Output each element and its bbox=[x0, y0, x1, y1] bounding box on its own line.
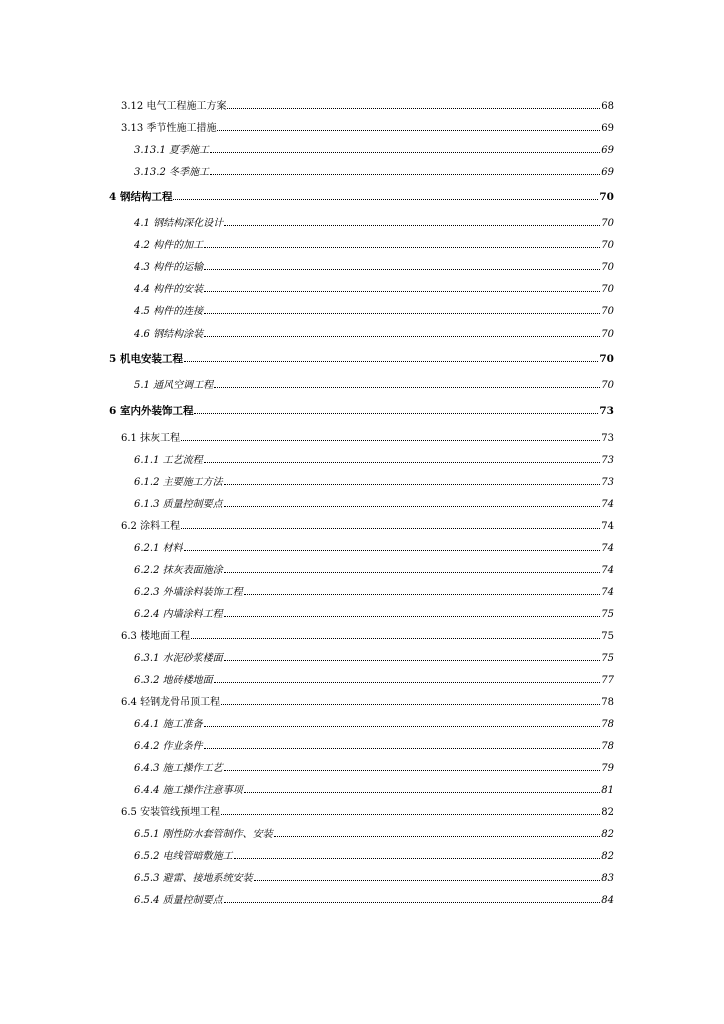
toc-leader-dots bbox=[254, 869, 601, 881]
toc-entry[interactable] bbox=[134, 258, 614, 274]
toc-leader-dots bbox=[244, 583, 601, 595]
toc-entry[interactable] bbox=[134, 302, 614, 318]
toc-entry-title: 6.5.1 刚性防水套管制作、安装 bbox=[134, 829, 273, 840]
toc-entry-title: 6.2.2 抹灰表面施涂 bbox=[134, 565, 223, 576]
toc-entry-title: 4.4 构件的安装 bbox=[134, 284, 204, 295]
toc-entry-page: 74 bbox=[601, 565, 614, 576]
toc-entry-page: 70 bbox=[601, 218, 614, 229]
toc-leader-dots bbox=[244, 781, 601, 793]
toc-entry[interactable] bbox=[134, 869, 614, 885]
toc-entry[interactable] bbox=[121, 119, 614, 135]
toc-chapter[interactable] bbox=[109, 350, 614, 366]
toc-leader-dots bbox=[204, 325, 600, 337]
toc-entry-title: 5 机电安装工程 bbox=[109, 353, 183, 365]
toc-entry-page: 81 bbox=[601, 785, 614, 796]
toc-entry-title: 6.5.4 质量控制要点 bbox=[134, 895, 223, 906]
toc-leader-dots bbox=[204, 258, 600, 270]
toc-entry[interactable] bbox=[121, 803, 614, 819]
toc-entry-title: 4.6 钢结构涂装 bbox=[134, 329, 204, 340]
toc-entry-page: 69 bbox=[601, 145, 614, 156]
toc-entry-title: 5.1 通风空调工程 bbox=[134, 380, 214, 391]
toc-entry[interactable] bbox=[134, 214, 614, 230]
toc-entry[interactable] bbox=[134, 891, 614, 907]
toc-entry[interactable] bbox=[134, 781, 614, 797]
toc-leader-dots bbox=[221, 803, 600, 815]
toc-entry[interactable] bbox=[134, 825, 614, 841]
toc-leader-dots bbox=[234, 847, 601, 859]
toc-entry[interactable] bbox=[134, 583, 614, 599]
toc-leader-dots bbox=[210, 141, 600, 153]
toc-entry[interactable] bbox=[121, 97, 614, 113]
toc-leader-dots bbox=[204, 280, 600, 292]
toc-entry-title: 6.5 安装管线预埋工程 bbox=[121, 807, 221, 818]
toc-leader-dots bbox=[204, 236, 600, 248]
toc-leader-dots bbox=[204, 302, 600, 314]
toc-leader-dots bbox=[217, 119, 600, 131]
toc-entry-page: 70 bbox=[601, 306, 614, 317]
toc-leader-dots bbox=[224, 561, 601, 573]
toc-entry[interactable] bbox=[134, 495, 614, 511]
toc-entry-title: 6 室内外装饰工程 bbox=[109, 405, 194, 417]
toc-leader-dots bbox=[224, 495, 601, 507]
toc-entry[interactable] bbox=[134, 236, 614, 252]
toc-entry-page: 70 bbox=[601, 240, 614, 251]
toc-entry-title: 6.4.3 施工操作工艺 bbox=[134, 763, 223, 774]
toc-entry[interactable] bbox=[134, 163, 614, 179]
toc-entry[interactable] bbox=[134, 325, 614, 341]
toc-entry[interactable] bbox=[134, 561, 614, 577]
toc-entry[interactable] bbox=[134, 715, 614, 731]
toc-leader-dots bbox=[274, 825, 601, 837]
toc-entry-title: 4.1 钢结构深化设计 bbox=[134, 218, 224, 229]
toc-entry[interactable] bbox=[121, 627, 614, 643]
toc-leader-dots bbox=[204, 715, 601, 727]
toc-entry-title: 6.2.1 材料 bbox=[134, 543, 183, 554]
toc-entry-title: 6.5.2 电线管暗敷施工 bbox=[134, 851, 233, 862]
toc-leader-dots bbox=[214, 671, 601, 683]
toc-leader-dots bbox=[173, 188, 598, 200]
toc-leader-dots bbox=[191, 627, 600, 639]
toc-entry-title: 3.13.1 夏季施工 bbox=[134, 145, 209, 156]
toc-entry-title: 4 钢结构工程 bbox=[109, 191, 173, 203]
toc-leader-dots bbox=[181, 429, 600, 441]
toc-leader-dots bbox=[210, 163, 600, 175]
toc-entry-page: 74 bbox=[601, 499, 614, 510]
toc-entry-title: 6.5.3 避雷、接地系统安装 bbox=[134, 873, 253, 884]
toc-entry[interactable] bbox=[134, 451, 614, 467]
toc-entry[interactable] bbox=[134, 473, 614, 489]
toc-entry[interactable] bbox=[121, 693, 614, 709]
toc-entry-page: 74 bbox=[601, 543, 614, 554]
toc-entry-title: 6.3.1 水泥砂浆楼面 bbox=[134, 653, 223, 664]
toc-entry-page: 82 bbox=[601, 807, 614, 818]
toc-entry-page: 77 bbox=[601, 675, 614, 686]
toc-entry[interactable] bbox=[134, 280, 614, 296]
toc-entry-title: 6.1.3 质量控制要点 bbox=[134, 499, 223, 510]
toc-leader-dots bbox=[181, 517, 600, 529]
toc-entry-page: 79 bbox=[601, 763, 614, 774]
toc-entry[interactable] bbox=[134, 376, 614, 392]
toc-entry-title: 3.13 季节性施工措施 bbox=[121, 123, 217, 134]
toc-entry-page: 82 bbox=[601, 851, 614, 862]
toc-leader-dots bbox=[204, 451, 601, 463]
toc-leader-dots bbox=[214, 376, 600, 388]
toc-leader-dots bbox=[194, 402, 598, 414]
toc-entry-title: 6.2.4 内墙涂料工程 bbox=[134, 609, 223, 620]
toc-entry-title: 6.1.1 工艺流程 bbox=[134, 455, 203, 466]
toc-leader-dots bbox=[184, 539, 601, 551]
toc-entry-title: 6.2.3 外墙涂料装饰工程 bbox=[134, 587, 243, 598]
toc-entry-title: 4.2 构件的加工 bbox=[134, 240, 204, 251]
toc-entry-page: 75 bbox=[601, 631, 614, 642]
toc-leader-dots bbox=[224, 891, 601, 903]
toc-entry[interactable] bbox=[121, 429, 614, 445]
toc-leader-dots bbox=[227, 97, 600, 109]
toc-entry-title: 6.1 抹灰工程 bbox=[121, 433, 181, 444]
toc-leader-dots bbox=[224, 473, 601, 485]
toc-entry[interactable] bbox=[134, 539, 614, 555]
toc-entry-title: 6.1.2 主要施工方法 bbox=[134, 477, 223, 488]
toc-leader-dots bbox=[224, 605, 601, 617]
toc-entry-page: 73 bbox=[601, 433, 614, 444]
toc-entry-title: 3.13.2 冬季施工 bbox=[134, 167, 209, 178]
toc-entry-title: 4.5 构件的连接 bbox=[134, 306, 204, 317]
toc-entry-page: 73 bbox=[599, 405, 614, 417]
toc-entry-title: 6.2 涂料工程 bbox=[121, 521, 181, 532]
toc-chapter[interactable] bbox=[109, 402, 614, 418]
toc-entry-page: 74 bbox=[601, 587, 614, 598]
toc-entry-page: 70 bbox=[601, 284, 614, 295]
toc-leader-dots bbox=[204, 737, 601, 749]
toc-entry-page: 70 bbox=[601, 262, 614, 273]
toc-entry-page: 68 bbox=[601, 101, 614, 112]
toc-leader-dots bbox=[184, 350, 598, 362]
toc-entry-page: 70 bbox=[601, 380, 614, 391]
toc-leader-dots bbox=[224, 214, 600, 226]
toc-entry[interactable] bbox=[134, 605, 614, 621]
toc-entry-title: 6.4 轻钢龙骨吊顶工程 bbox=[121, 697, 221, 708]
toc-entry-title: 6.4.2 作业条件 bbox=[134, 741, 203, 752]
toc-entry-page: 78 bbox=[601, 719, 614, 730]
toc-entry-page: 75 bbox=[601, 653, 614, 664]
toc-entry[interactable] bbox=[134, 847, 614, 863]
toc-entry-page: 82 bbox=[601, 829, 614, 840]
toc-entry-title: 6.4.4 施工操作注意事项 bbox=[134, 785, 243, 796]
toc-chapter[interactable] bbox=[109, 188, 614, 204]
toc-entry-title: 4.3 构件的运输 bbox=[134, 262, 204, 273]
toc-entry-page: 75 bbox=[601, 609, 614, 620]
toc-entry[interactable] bbox=[134, 671, 614, 687]
toc-entry[interactable] bbox=[121, 517, 614, 533]
toc-leader-dots bbox=[224, 649, 601, 661]
toc-entry-title: 6.4.1 施工准备 bbox=[134, 719, 203, 730]
toc-entry[interactable] bbox=[134, 141, 614, 157]
toc-entry-page: 69 bbox=[601, 167, 614, 178]
toc-entry-page: 70 bbox=[599, 353, 614, 365]
toc-entry[interactable] bbox=[134, 649, 614, 665]
toc-entry[interactable] bbox=[134, 759, 614, 775]
toc-entry-page: 69 bbox=[601, 123, 614, 134]
toc-entry-page: 78 bbox=[601, 741, 614, 752]
toc-entry-page: 70 bbox=[601, 329, 614, 340]
toc-entry-page: 84 bbox=[601, 895, 614, 906]
toc-entry-page: 74 bbox=[601, 521, 614, 532]
toc-entry-title: 3.12 电气工程施工方案 bbox=[121, 101, 227, 112]
toc-leader-dots bbox=[224, 759, 601, 771]
toc-leader-dots bbox=[221, 693, 600, 705]
toc-entry-page: 73 bbox=[601, 455, 614, 466]
toc-entry-page: 73 bbox=[601, 477, 614, 488]
toc-entry-page: 78 bbox=[601, 697, 614, 708]
toc-entry-title: 6.3.2 地砖楼地面 bbox=[134, 675, 213, 686]
toc-entry[interactable] bbox=[134, 737, 614, 753]
toc-entry-title: 6.3 楼地面工程 bbox=[121, 631, 191, 642]
toc-entry-page: 83 bbox=[601, 873, 614, 884]
toc-entry-page: 70 bbox=[599, 191, 614, 203]
